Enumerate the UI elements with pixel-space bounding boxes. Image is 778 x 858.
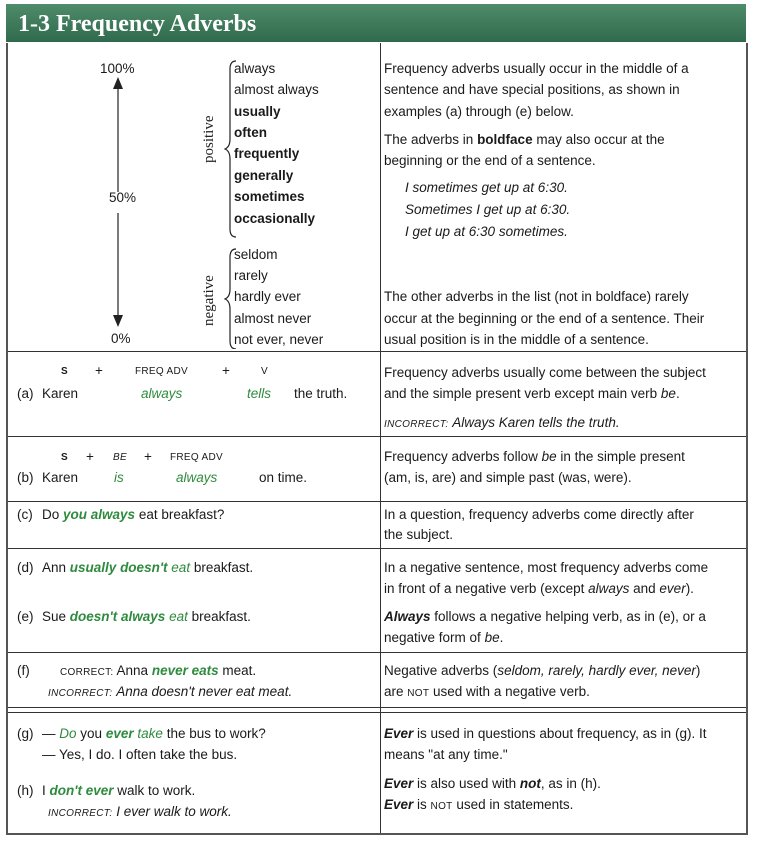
example-label: (e) bbox=[17, 609, 34, 624]
explanation-text: in front of a negative verb (except always and ever). bbox=[384, 581, 694, 596]
intro-text: examples (a) through (e) below. bbox=[384, 104, 574, 119]
row-divider bbox=[8, 548, 746, 549]
explanation-text: negative form of be. bbox=[384, 630, 504, 645]
intro-text: beginning or the end of a sentence. bbox=[384, 153, 596, 168]
example-text: the truth. bbox=[294, 386, 348, 401]
adverb-almost-always: almost always bbox=[234, 82, 319, 97]
pattern-label: FREQ ADV bbox=[135, 366, 188, 377]
pattern-plus: + bbox=[144, 449, 152, 464]
example-text: Sue doesn't always eat breakfast. bbox=[42, 609, 251, 624]
intro-example: Sometimes I get up at 6:30. bbox=[405, 202, 571, 217]
example-label: (d) bbox=[17, 560, 34, 575]
chart-title: 1-3 Frequency Adverbs bbox=[18, 11, 257, 37]
adverb-occasionally: occasionally bbox=[234, 211, 316, 226]
row-divider bbox=[8, 351, 746, 352]
explanation-text: means "at any time." bbox=[384, 747, 508, 762]
column-divider bbox=[380, 43, 381, 833]
adverb-often: often bbox=[234, 125, 267, 140]
incorrect-example: INCORRECT: Always Karen tells the truth. bbox=[384, 415, 620, 430]
adverb-frequently: frequently bbox=[234, 146, 300, 161]
pattern-label: FREQ ADV bbox=[170, 452, 223, 463]
example-label: (a) bbox=[17, 386, 34, 401]
negative-label: negative bbox=[201, 275, 217, 326]
pattern-label: BE bbox=[113, 452, 127, 463]
adverb-almost-never: almost never bbox=[234, 311, 312, 326]
explanation-text: Always follows a negative helping verb, as in (e), or a bbox=[384, 609, 706, 624]
pattern-label: S bbox=[61, 366, 68, 377]
chart-frame bbox=[6, 43, 748, 835]
intro-example: I sometimes get up at 6:30. bbox=[405, 180, 568, 195]
example-text: — Do you ever take the bus to work? bbox=[42, 726, 266, 741]
scale-100: 100% bbox=[100, 61, 135, 76]
intro-text: occur at the beginning or the end of a sentence. Their bbox=[384, 311, 705, 326]
intro-text: usual position is in the middle of a sentence. bbox=[384, 332, 649, 347]
incorrect-example: INCORRECT: Anna doesn't never eat meat. bbox=[48, 684, 293, 699]
example-text: Karen bbox=[42, 470, 79, 485]
example-text: Ann usually doesn't eat breakfast. bbox=[42, 560, 254, 575]
scale-arrow bbox=[108, 77, 128, 327]
explanation-text: In a question, frequency adverbs come directly after bbox=[384, 507, 694, 522]
example-text: — Yes, I do. I often take the bus. bbox=[42, 747, 238, 762]
adverb-not-ever-never: not ever, never bbox=[234, 332, 324, 347]
example-label: (g) bbox=[17, 726, 34, 741]
row-divider bbox=[8, 707, 746, 713]
example-verb: is bbox=[114, 470, 124, 485]
row-divider bbox=[8, 652, 746, 653]
pattern-plus: + bbox=[95, 363, 103, 378]
pattern-plus: + bbox=[86, 449, 94, 464]
example-adverb: always bbox=[176, 470, 218, 485]
adverb-always: always bbox=[234, 61, 276, 76]
explanation-text: In a negative sentence, most frequency adverbs come bbox=[384, 560, 709, 575]
positive-label: positive bbox=[201, 115, 217, 163]
row-divider bbox=[8, 501, 746, 502]
example-text: I don't ever walk to work. bbox=[42, 783, 196, 798]
explanation-text: (am, is, are) and simple past (was, were). bbox=[384, 470, 632, 485]
explanation-text: Ever is also used with not, as in (h). bbox=[384, 776, 601, 791]
adverb-generally: generally bbox=[234, 168, 294, 183]
intro-text: The other adverbs in the list (not in boldface) rarely bbox=[384, 289, 689, 304]
scale-50: 50% bbox=[109, 190, 137, 205]
intro-text: Frequency adverbs usually occur in the middle of a bbox=[384, 61, 689, 76]
explanation-text: the subject. bbox=[384, 527, 454, 542]
intro-text: The adverbs in boldface may also occur at the bbox=[384, 132, 665, 147]
pattern-label: S bbox=[61, 452, 68, 463]
adverb-usually: usually bbox=[234, 104, 281, 119]
example-label: (f) bbox=[17, 663, 30, 678]
pattern-plus: + bbox=[222, 363, 230, 378]
example-adverb: always bbox=[141, 386, 183, 401]
chart-header bbox=[6, 4, 746, 42]
explanation-text: and the simple present verb except main verb be. bbox=[384, 386, 680, 401]
correct-example: CORRECT: Anna never eats meat. bbox=[60, 663, 257, 678]
explanation-text: Frequency adverbs follow be in the simple present bbox=[384, 449, 685, 464]
example-label: (b) bbox=[17, 470, 34, 485]
explanation-text: are NOT used with a negative verb. bbox=[384, 684, 590, 699]
adverb-rarely: rarely bbox=[234, 268, 268, 283]
example-text: Do you always eat breakfast? bbox=[42, 507, 225, 522]
adverb-hardly-ever: hardly ever bbox=[234, 289, 301, 304]
adverb-sometimes: sometimes bbox=[234, 189, 305, 204]
pattern-label: V bbox=[261, 366, 268, 377]
explanation-text: Frequency adverbs usually come between the subject bbox=[384, 365, 706, 380]
explanation-text: Ever is NOT used in statements. bbox=[384, 797, 574, 812]
example-verb: tells bbox=[247, 386, 272, 401]
incorrect-example: INCORRECT: I ever walk to work. bbox=[48, 804, 232, 819]
row-divider bbox=[8, 436, 746, 437]
example-text: on time. bbox=[259, 470, 308, 485]
intro-example: I get up at 6:30 sometimes. bbox=[405, 224, 568, 239]
adverb-seldom: seldom bbox=[234, 247, 278, 262]
scale-0: 0% bbox=[111, 331, 131, 346]
explanation-text: Ever is used in questions about frequency, as in (g). It bbox=[384, 726, 707, 741]
intro-text: sentence and have special positions, as shown in bbox=[384, 82, 680, 97]
example-label: (c) bbox=[17, 507, 33, 522]
example-text: Karen bbox=[42, 386, 79, 401]
scale-braces bbox=[224, 59, 238, 349]
example-label: (h) bbox=[17, 783, 34, 798]
explanation-text: Negative adverbs (seldom, rarely, hardly ever, never) bbox=[384, 663, 701, 678]
